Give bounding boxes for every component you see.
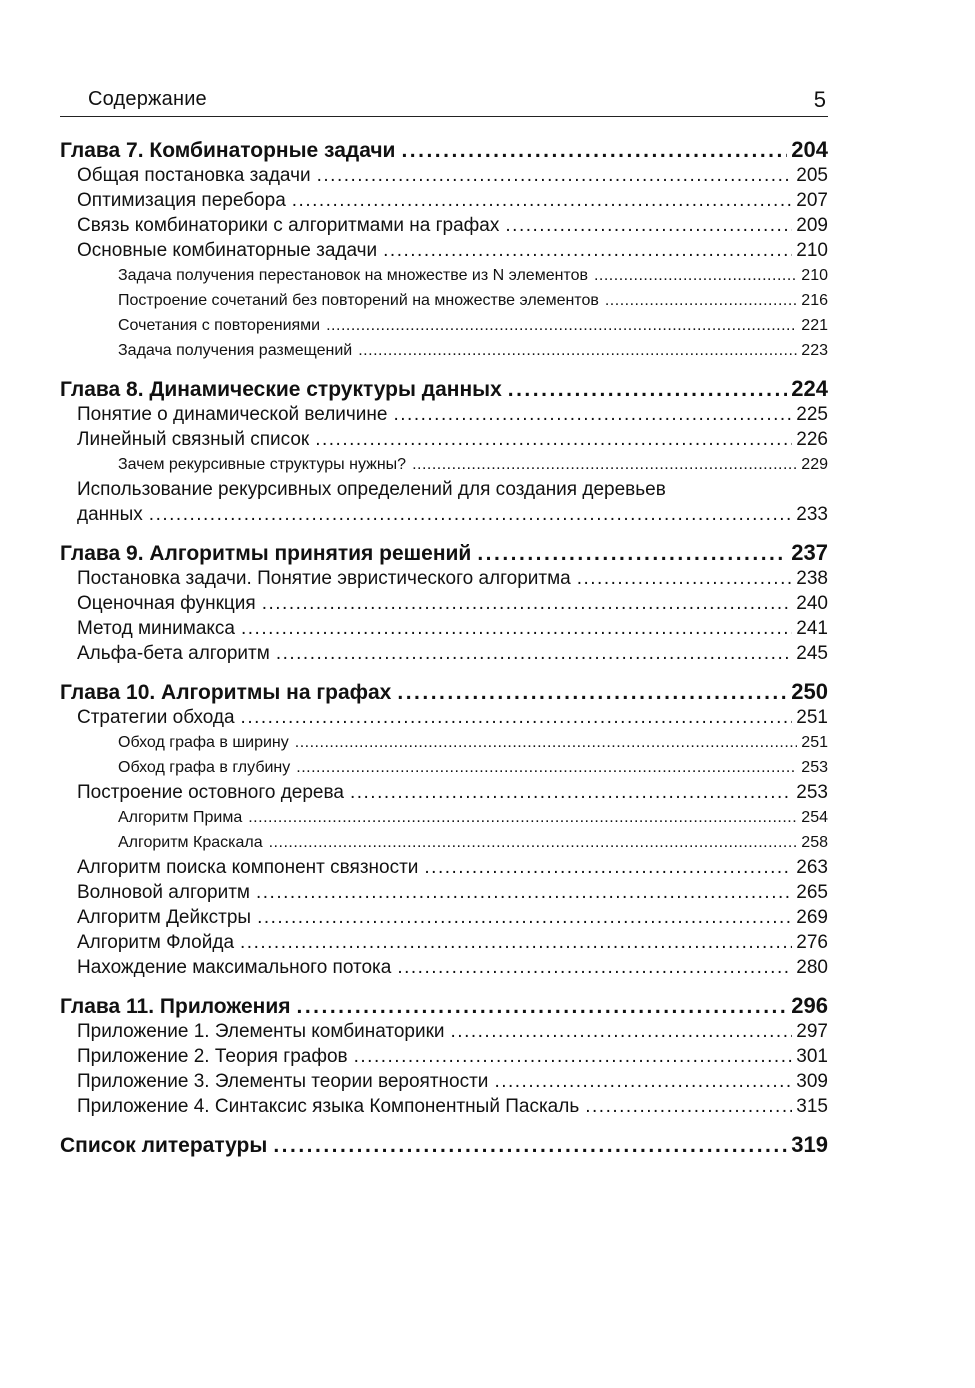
toc-section[interactable] <box>60 566 828 591</box>
entry-page-number: 309 <box>796 1071 828 1092</box>
toc-section[interactable] <box>60 188 828 213</box>
toc-subsection[interactable] <box>60 452 828 477</box>
entry-page-number: 210 <box>801 267 828 284</box>
entry-page-number: 253 <box>796 782 828 803</box>
entry-page-number: 223 <box>801 342 828 359</box>
entry-page-number: 233 <box>796 504 828 525</box>
entry-page-number: 280 <box>796 957 828 978</box>
entry-title: Альфа-бета алгоритм <box>77 643 270 664</box>
entry-title: Построение остовного дерева <box>77 782 344 803</box>
entry-page-number: 276 <box>796 932 828 953</box>
entry-page-number: 204 <box>791 137 828 162</box>
entry-page-number: 238 <box>796 568 828 589</box>
toc-subsection[interactable] <box>60 313 828 338</box>
entry-title: Обход графа в ширину <box>118 734 289 751</box>
toc-section[interactable] <box>60 616 828 641</box>
dot-leader <box>295 730 798 755</box>
toc-section[interactable] <box>60 955 828 980</box>
entry-title: Задача получения перестановок на множестве из N элементов <box>118 267 588 284</box>
dot-leader <box>317 163 793 188</box>
entry-page-number: 265 <box>796 882 828 903</box>
entry-page-number: 207 <box>796 190 828 211</box>
entry-page-number: 258 <box>801 834 828 851</box>
dot-leader <box>149 502 793 527</box>
toc-section[interactable] <box>60 427 828 452</box>
entry-page-number: 253 <box>801 759 828 776</box>
toc-chapter[interactable] <box>60 137 828 163</box>
dot-leader <box>248 805 797 830</box>
toc-subsection[interactable] <box>60 830 828 855</box>
dot-leader <box>605 288 797 313</box>
dot-leader <box>451 1019 793 1044</box>
entry-title: Обход графа в глубину <box>118 759 291 776</box>
entry-title: Алгоритм Флойда <box>77 932 235 953</box>
entry-page-number: 216 <box>801 292 828 309</box>
entry-title: Связь комбинаторики с алгоритмами на графах <box>77 215 500 236</box>
entry-title: Постановка задачи. Понятие эвристического алгоритма <box>77 568 571 589</box>
entry-page-number: 225 <box>796 404 828 425</box>
entry-page-number: 254 <box>801 809 828 826</box>
toc-section[interactable] <box>60 591 828 616</box>
toc-section[interactable] <box>60 1069 828 1094</box>
dot-leader <box>296 994 787 1019</box>
running-title: Содержание <box>88 88 207 110</box>
entry-title: Понятие о динамической величине <box>77 404 388 425</box>
toc-chapter[interactable] <box>60 540 828 566</box>
entry-title: Метод минимакса <box>77 618 235 639</box>
entry-page-number: 297 <box>796 1021 828 1042</box>
toc-subsection[interactable] <box>60 805 828 830</box>
toc-section[interactable] <box>60 780 828 805</box>
entry-title: Приложение 2. Теория графов <box>77 1046 348 1067</box>
dot-leader <box>577 566 793 591</box>
entry-page-number: 315 <box>796 1096 828 1117</box>
toc-subsection[interactable] <box>60 730 828 755</box>
dot-leader <box>241 616 792 641</box>
dot-leader <box>401 138 787 163</box>
entry-page-number: 210 <box>796 240 828 261</box>
toc-section[interactable] <box>60 402 828 427</box>
dot-leader <box>477 541 787 566</box>
entry-title: Оптимизация перебора <box>77 190 286 211</box>
entry-title: Алгоритм поиска компонент связности <box>77 857 419 878</box>
dot-leader <box>394 402 793 427</box>
entry-page-number: 226 <box>796 429 828 450</box>
dot-leader <box>354 1044 793 1069</box>
dot-leader <box>508 377 788 402</box>
entry-page-number: 301 <box>796 1046 828 1067</box>
entry-title: Список литературы <box>60 1134 268 1157</box>
dot-leader <box>273 1133 787 1158</box>
toc-section[interactable] <box>60 238 828 263</box>
page-number: 5 <box>813 87 826 112</box>
entry-title: Нахождение максимального потока <box>77 957 392 978</box>
toc-section[interactable] <box>60 930 828 955</box>
entry-title: Задача получения размещений <box>118 342 353 359</box>
toc-section[interactable] <box>60 855 828 880</box>
entry-title: Глава 9. Алгоритмы принятия решений <box>60 542 472 565</box>
chapter-spacer <box>60 666 828 679</box>
toc-subsection[interactable] <box>60 288 828 313</box>
toc-section[interactable] <box>60 1044 828 1069</box>
entry-title: Глава 8. Динамические структуры данных <box>60 378 502 401</box>
toc-subsection[interactable] <box>60 755 828 780</box>
entry-title: Волновой алгоритм <box>77 882 250 903</box>
toc-subsection[interactable] <box>60 263 828 288</box>
entry-page-number: 263 <box>796 857 828 878</box>
dot-leader <box>383 238 792 263</box>
chapter-spacer <box>60 527 828 540</box>
toc-section[interactable] <box>60 641 828 666</box>
toc-chapter[interactable] <box>60 993 828 1019</box>
entry-page-number: 229 <box>801 456 828 473</box>
chapter-spacer <box>60 363 828 376</box>
entry-title: Стратегии обхода <box>77 707 235 728</box>
entry-page-number: 237 <box>791 540 828 565</box>
dot-leader <box>350 780 792 805</box>
page-header <box>60 82 828 117</box>
entry-title: Приложение 4. Синтаксис языка Компонентный Паскаль <box>77 1096 580 1117</box>
chapter-spacer <box>60 980 828 993</box>
dot-leader <box>269 830 798 855</box>
dot-leader <box>505 213 792 238</box>
entry-title: Зачем рекурсивные структуры нужны? <box>118 456 407 473</box>
dot-leader <box>358 338 797 363</box>
entry-title: Приложение 1. Элементы комбинаторики <box>77 1021 445 1042</box>
dot-leader <box>326 313 797 338</box>
toc-section[interactable] <box>60 502 828 527</box>
toc-chapter[interactable] <box>60 679 828 705</box>
dot-leader <box>292 188 793 213</box>
entry-title: Основные комбинаторные задачи <box>77 240 378 261</box>
toc-section-first-line[interactable]: Использование рекурсивных определений для создания деревьев <box>77 479 666 500</box>
entry-page-number: 251 <box>796 707 828 728</box>
dot-leader <box>424 855 792 880</box>
chapter-spacer <box>60 1119 828 1132</box>
entry-page-number: 241 <box>796 618 828 639</box>
dot-leader <box>412 452 797 477</box>
entry-title: Линейный связный список <box>77 429 310 450</box>
dot-leader <box>262 591 793 616</box>
entry-page-number: 205 <box>796 165 828 186</box>
entry-page-number: 209 <box>796 215 828 236</box>
entry-title: Алгоритм Прима <box>118 809 243 826</box>
toc-chapter[interactable] <box>60 1132 828 1158</box>
dot-leader <box>241 705 793 730</box>
entry-page-number: 251 <box>801 734 828 751</box>
entry-title: Алгоритм Дейкстры <box>77 907 252 928</box>
toc-section[interactable] <box>60 1094 828 1119</box>
entry-page-number: 319 <box>791 1132 828 1157</box>
dot-leader <box>296 755 797 780</box>
entry-title: данных <box>77 504 143 525</box>
dot-leader <box>494 1069 792 1094</box>
entry-title: Алгоритм Краскала <box>118 834 263 851</box>
table-of-contents <box>60 137 828 1158</box>
entry-page-number: 240 <box>796 593 828 614</box>
dot-leader <box>585 1094 792 1119</box>
entry-page-number: 250 <box>791 679 828 704</box>
entry-page-number: 269 <box>796 907 828 928</box>
entry-page-number: 296 <box>791 993 828 1018</box>
dot-leader <box>397 955 792 980</box>
dot-leader <box>276 641 792 666</box>
entry-title: Глава 10. Алгоритмы на графах <box>60 681 392 704</box>
entry-title: Оценочная функция <box>77 593 256 614</box>
entry-page-number: 224 <box>791 376 828 401</box>
toc-section[interactable] <box>60 705 828 730</box>
entry-page-number: 221 <box>801 317 828 334</box>
dot-leader <box>257 905 792 930</box>
dot-leader <box>397 680 787 705</box>
toc-section[interactable] <box>60 213 828 238</box>
entry-title: Общая постановка задачи <box>77 165 311 186</box>
entry-title: Глава 7. Комбинаторные задачи <box>60 139 396 162</box>
entry-title: Приложение 3. Элементы теории вероятности <box>77 1071 489 1092</box>
entry-page-number: 245 <box>796 643 828 664</box>
toc-section[interactable] <box>60 1019 828 1044</box>
toc-section[interactable] <box>60 880 828 905</box>
dot-leader <box>240 930 792 955</box>
dot-leader <box>315 427 792 452</box>
toc-subsection[interactable] <box>60 338 828 363</box>
toc-section[interactable] <box>60 163 828 188</box>
toc-chapter[interactable] <box>60 376 828 402</box>
toc-section[interactable] <box>60 905 828 930</box>
entry-title: Глава 11. Приложения <box>60 995 291 1018</box>
entry-title: Сочетания с повторениями <box>118 317 321 334</box>
dot-leader <box>594 263 797 288</box>
entry-title: Построение сочетаний без повторений на множестве элементов <box>118 292 599 309</box>
dot-leader <box>256 880 792 905</box>
